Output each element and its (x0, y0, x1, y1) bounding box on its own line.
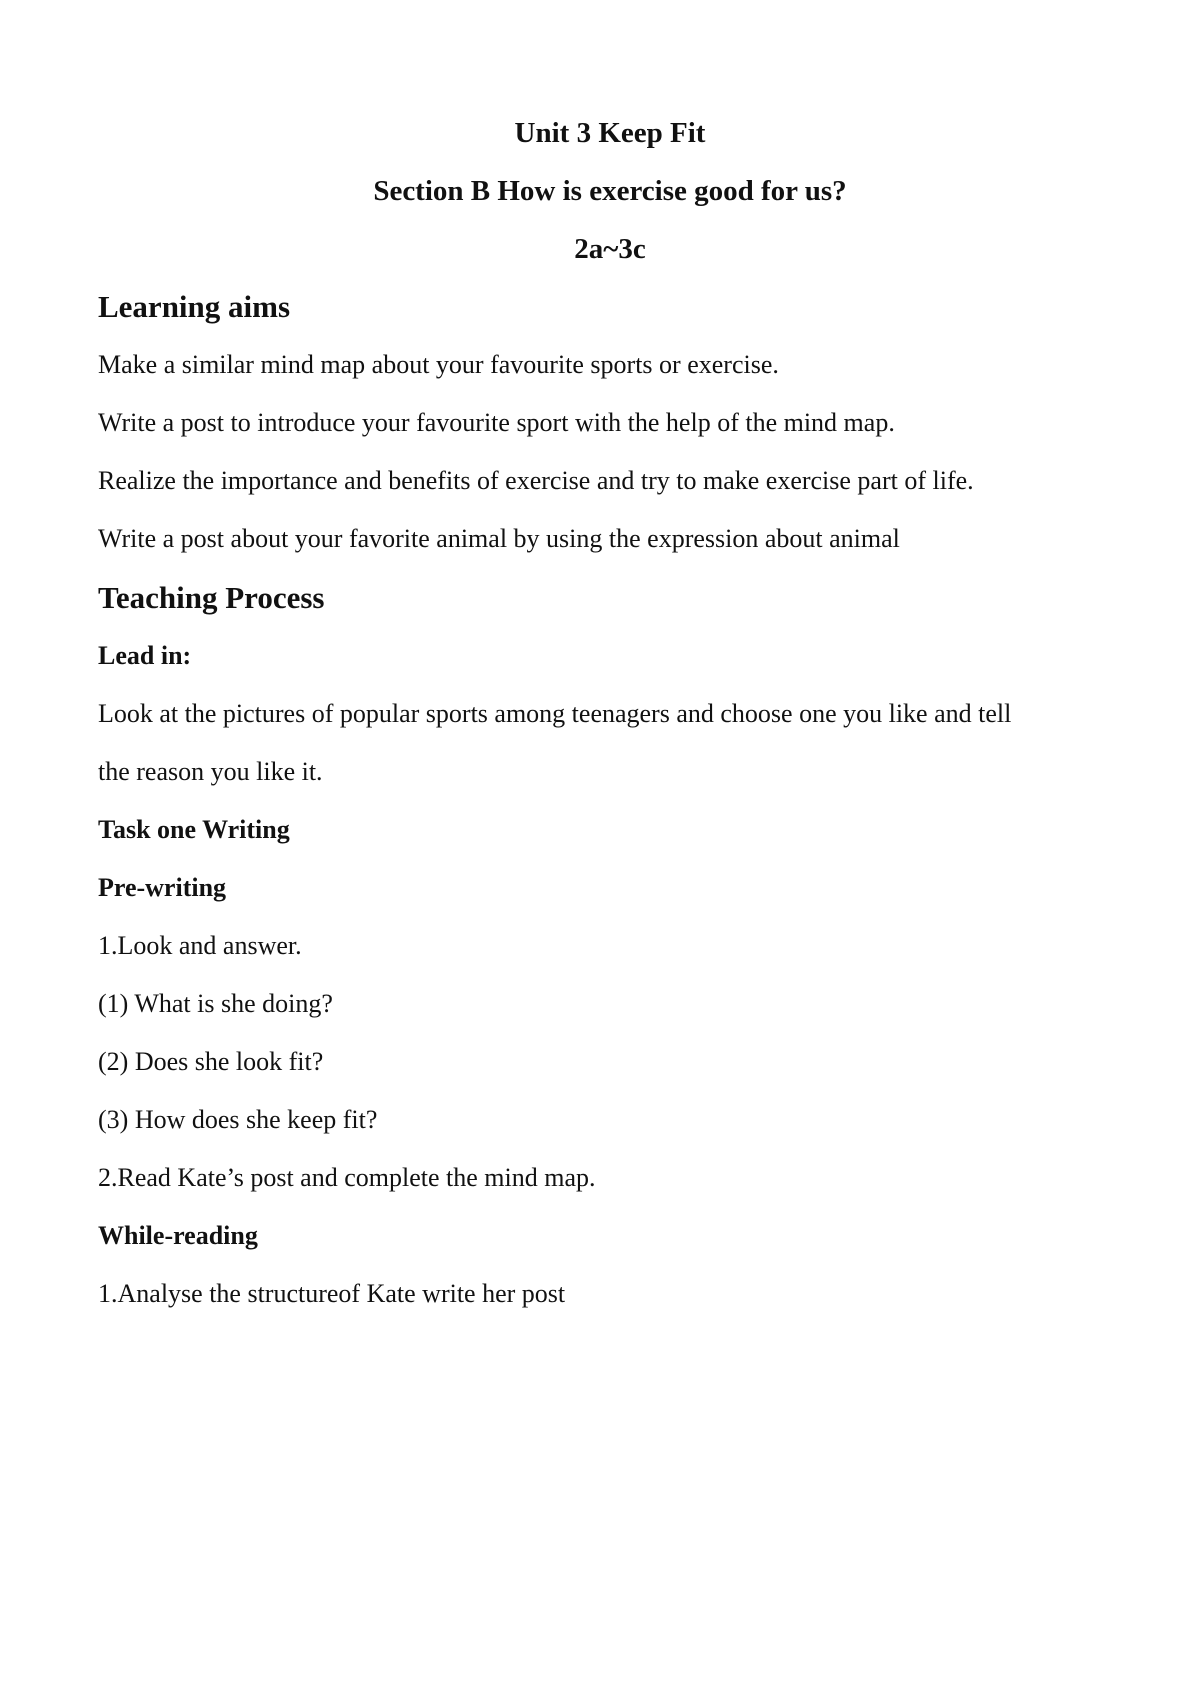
learning-aim-item: Write a post about your favorite animal by using the expression about animal (98, 524, 900, 553)
pre-writing-heading: Pre-writing (98, 873, 227, 902)
learning-aim-item: Make a similar mind map about your favourite sports or exercise. (98, 350, 779, 379)
pre-writing-item: (3) How does she keep fit? (98, 1105, 378, 1134)
pre-writing-item: 1.Look and answer. (98, 931, 302, 960)
pre-writing-item: (2) Does she look fit? (98, 1047, 324, 1076)
while-reading-item: 1.Analyse the structureof Kate write her post (98, 1279, 566, 1308)
section-title: Section B How is exercise good for us? (373, 175, 847, 207)
unit-title: Unit 3 Keep Fit (514, 117, 706, 149)
learning-aim-item: Realize the importance and benefits of exercise and try to make exercise part of life. (98, 466, 974, 495)
task-one-heading: Task one Writing (98, 815, 290, 844)
lead-in-text-line: Look at the pictures of popular sports among teenagers and choose one you like and tell (98, 699, 1012, 728)
learning-aim-item: Write a post to introduce your favourite sport with the help of the mind map. (98, 408, 895, 437)
section-range: 2a~3c (574, 233, 646, 265)
lead-in-text-line: the reason you like it. (98, 757, 323, 786)
pre-writing-item: (1) What is she doing? (98, 989, 333, 1018)
lead-in-heading: Lead in: (98, 641, 192, 670)
while-reading-heading: While-reading (98, 1221, 258, 1250)
teaching-process-heading: Teaching Process (98, 580, 325, 615)
pre-writing-item: 2.Read Kate’s post and complete the mind map. (98, 1163, 596, 1192)
learning-aims-heading: Learning aims (98, 289, 291, 324)
